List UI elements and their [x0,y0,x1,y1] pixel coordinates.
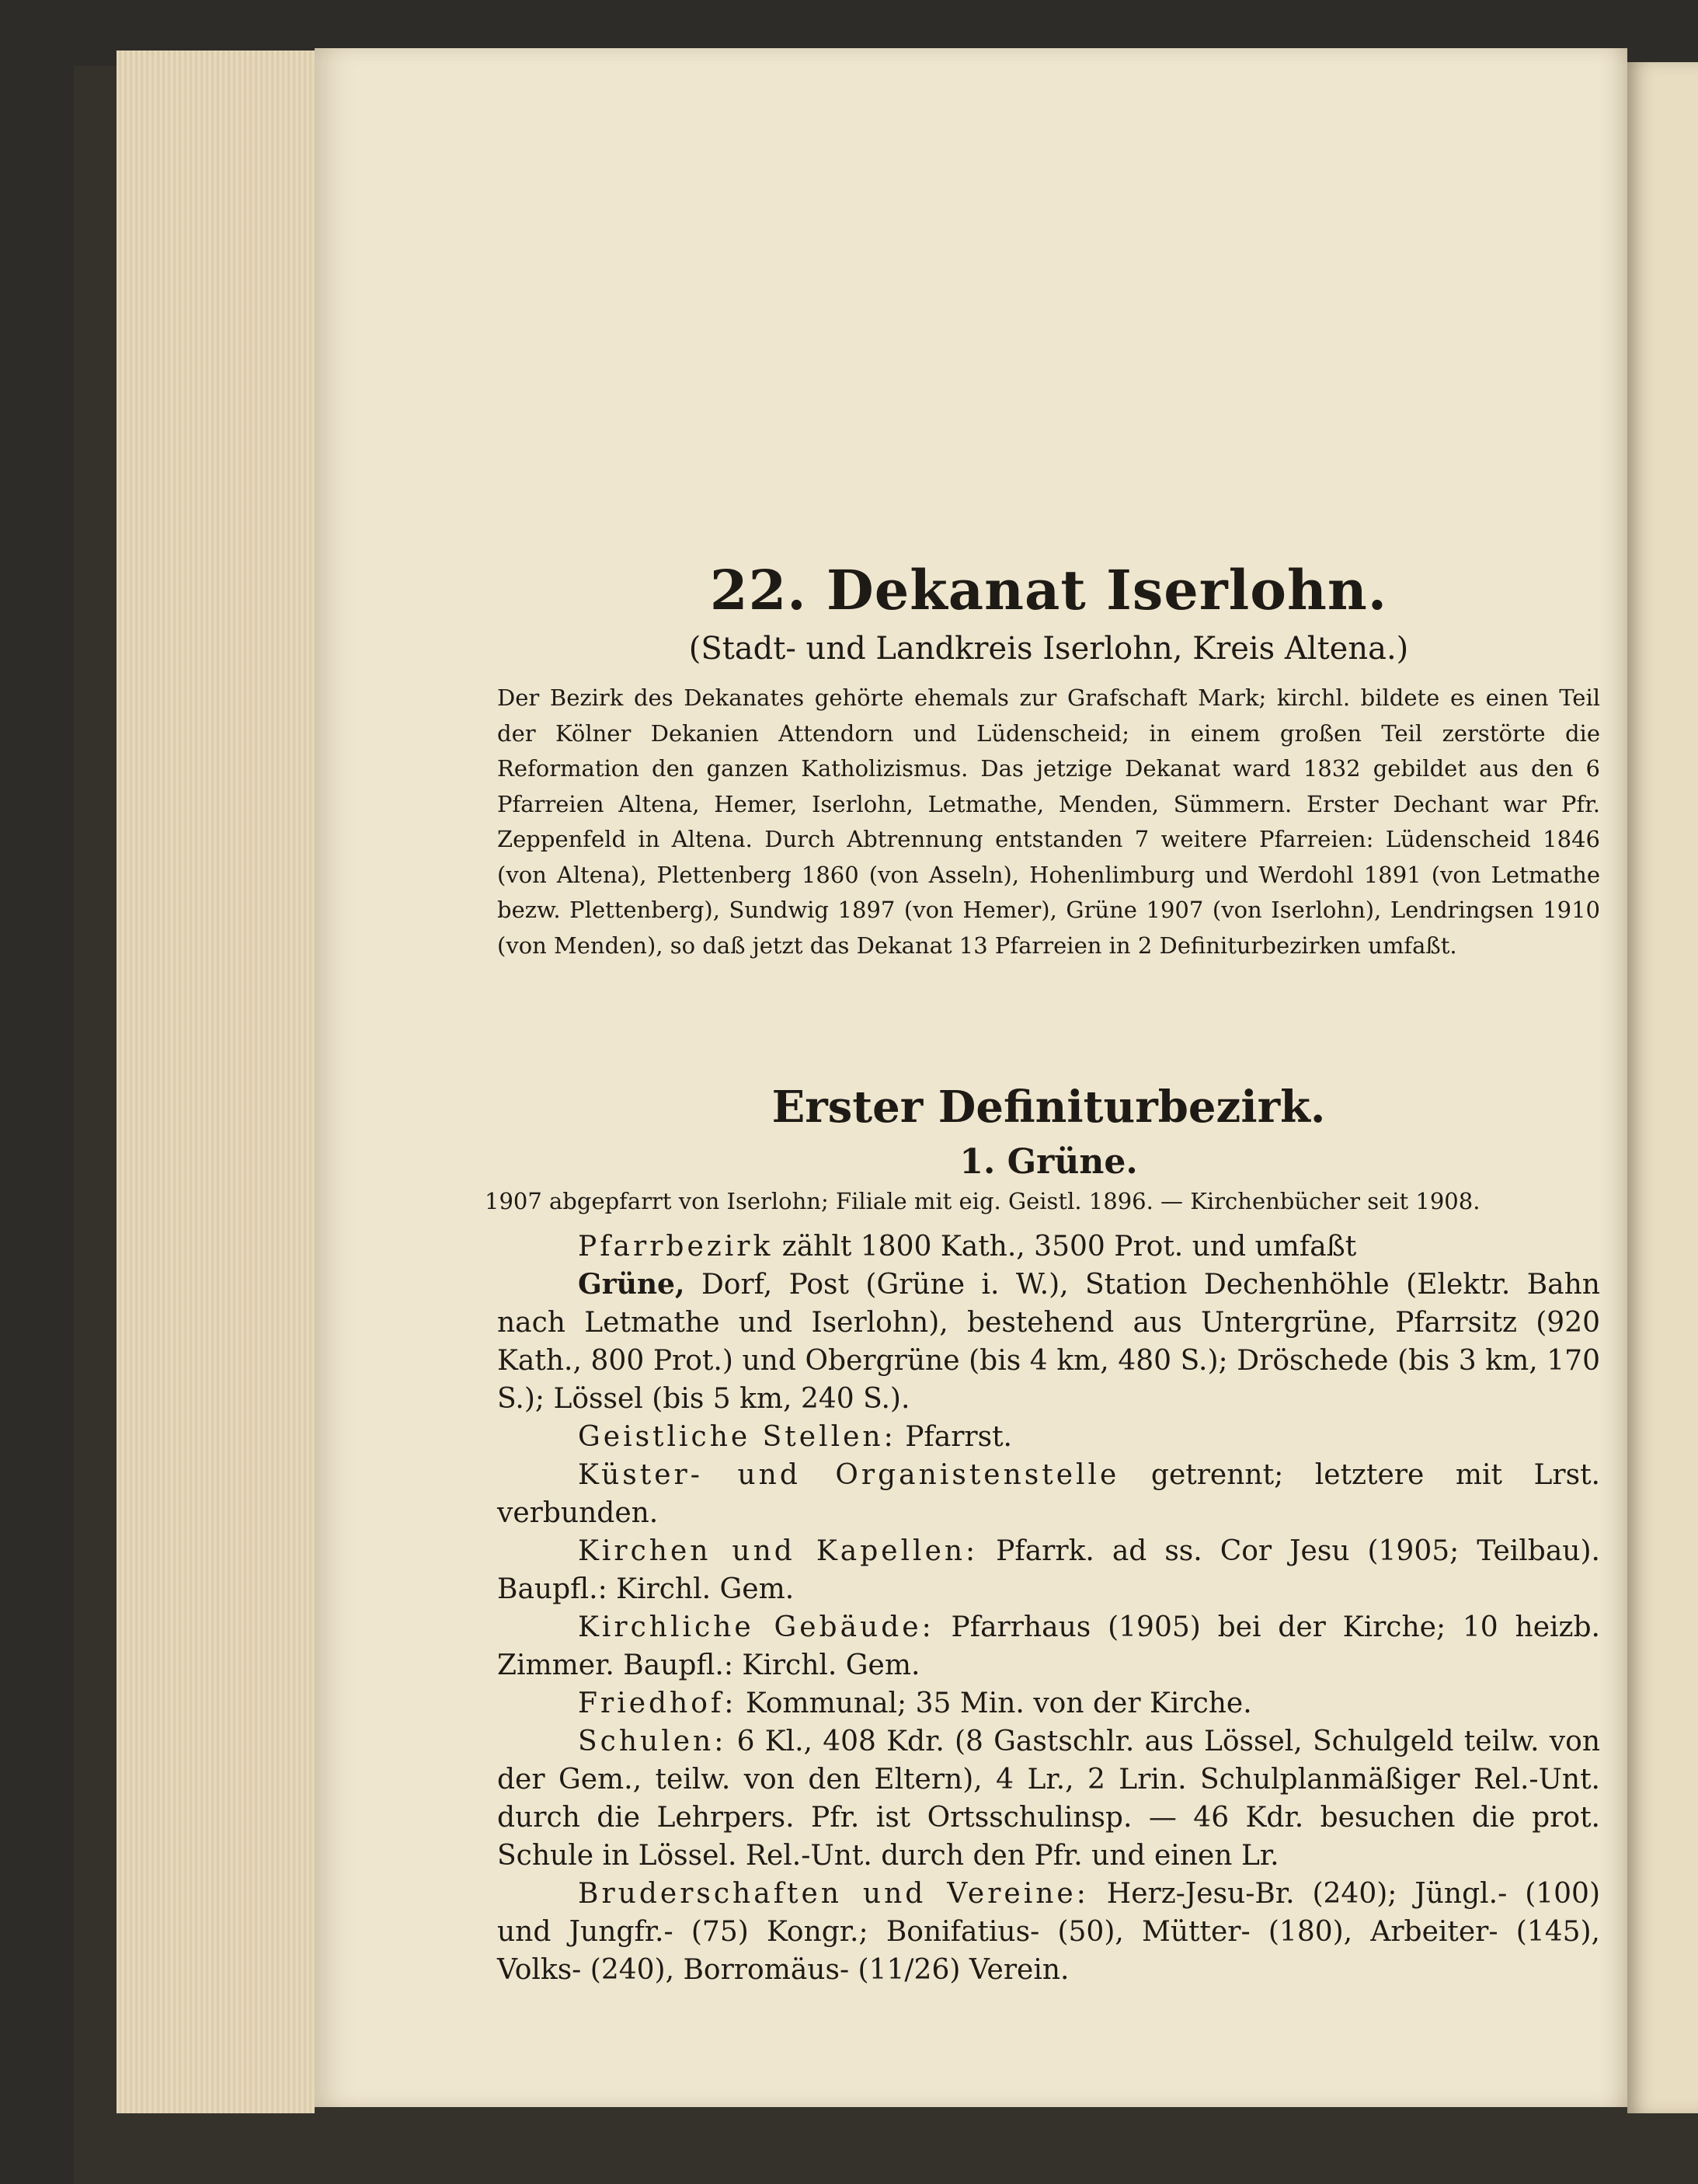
paragraph-text: Herz-Jesu-Br. (240); Jüngl.- (100) und Jungfr.- (75) Kongr.; Bonifatius- (50), Mütter- (180), Arbeiter- (145), Volks- (240), Borromäus- (11/26) Verein. [497,1878,1600,1986]
paragraph-label: Kirchliche Gebäude: [578,1611,934,1643]
paragraph-text: getrennt; letztere mit Lrst. verbunden. [497,1459,1600,1529]
paragraph-label: Pfarrbezirk [578,1231,774,1263]
parish-title: 1. Grüne. [959,1142,1138,1182]
dekanat-subtitle: (Stadt- und Landkreis Iserlohn, Kreis Altena.) [688,631,1409,667]
paragraph-text: Dorf, Post (Grüne i. W.), Station Dechenhöhle (Elektr. Bahn nach Letmathe und Iserlohn), bestehend aus Untergrüne, Pfarrsitz (920 Kath., 800 Prot.) und Obergrüne (bis 4 km, 480 S.); Dröschede (bis 3 km, 170 S.); Lössel (bis 5 km, 240 S.). [497,1269,1600,1415]
paragraph-text: 6 Kl., 408 Kdr. (8 Gastschlr. aus Lössel, Schulgeld teilw. von der Gem., teilw. von den Eltern), 4 Lr., 2 Lrin. Schulplanmäßiger Rel.-Unt. durch die Lehrpers. Pfr. ist Ortsschulinsp. — 46 Kdr. besuchen die prot. Schule in Lössel. Rel.-Unt. durch den Pfr. und einen Lr. [497,1726,1601,1872]
paragraph-kuester [497,1456,1600,1532]
paragraph-vereine [497,1875,1600,1989]
paragraph-pfarrbezirk [497,1228,1600,1266]
paragraph-kirchen [497,1532,1600,1608]
page-edges [117,51,315,2113]
paragraph-text: zählt 1800 Kath., 3500 Prot. und umfaßt [781,1231,1357,1263]
paragraph-gebaeude [497,1608,1600,1684]
paragraph-text: Pfarrhaus (1905) bei der Kirche; 10 heizb. Zimmer. Baupfl.: Kirchl. Gem. [497,1611,1600,1681]
parish-note: 1907 abgepfarrt von Iserlohn; Filiale mit eig. Geistl. 1896. — Kirchenbücher seit 1908. [485,1188,1481,1214]
intro-paragraph: Der Bezirk des Dekanates gehörte ehemals zur Grafschaft Mark; kirchl. bildete es einen Teil der Kölner Dekanien Attendorn und Lüdenscheid; in einem großen Teil zerstörte die Reformation den ganzen Katholizismus. Das jetzige Dekanat ward 1832 gebildet aus den 6 Pfarreien Altena, Hemer, Iserlohn, Letmathe, Menden, Sümmern. Erster Dechant war Pfr. Zeppenfeld in Altena. Durch Abtrennung entstanden 7 weitere Pfarreien: Lüdenscheid 1846 (von Altena), Plettenberg 1860 (von Asseln), Hohenlimburg und Werdohl 1891 (von Letmathe bezw. Plettenberg), Sundwig 1897 (von Hemer), Grüne 1907 (von Iserlohn), Lendringsen 1910 (von Menden), so daß jetzt das Dekanat 13 Pfarreien in 2 Definiturbezirken umfaßt. [497,684,1600,959]
paragraph-label: Geistliche Stellen: [578,1421,896,1453]
paragraph-schulen [497,1722,1600,1875]
paragraph-gruene [497,1266,1600,1418]
paragraph-label: Schulen: [578,1726,727,1757]
paragraph-label: Bruderschaften und Vereine: [578,1878,1089,1910]
facing-page-edge [1627,62,1698,2113]
page-text [485,558,1601,1989]
section-title: Erster Definiturbezirk. [771,1082,1326,1133]
paragraph-friedhof [497,1684,1600,1722]
paragraph-text: Pfarrst. [905,1421,1012,1453]
paragraph-label: Grüne, [578,1268,685,1301]
paragraph-text: Kommunal; 35 Min. von der Kirche. [745,1688,1252,1719]
dekanat-title: 22. Dekanat Iserlohn. [709,558,1388,622]
paragraph-label: Kirchen und Kapellen: [578,1535,979,1567]
paragraph-text: Pfarrk. ad ss. Cor Jesu (1905; Teilbau). Baupfl.: Kirchl. Gem. [497,1535,1600,1605]
paragraph-label: Küster- und Organistenstelle [578,1459,1120,1491]
paragraph-geistliche-stellen [497,1418,1600,1456]
paragraph-label: Friedhof: [578,1688,737,1719]
